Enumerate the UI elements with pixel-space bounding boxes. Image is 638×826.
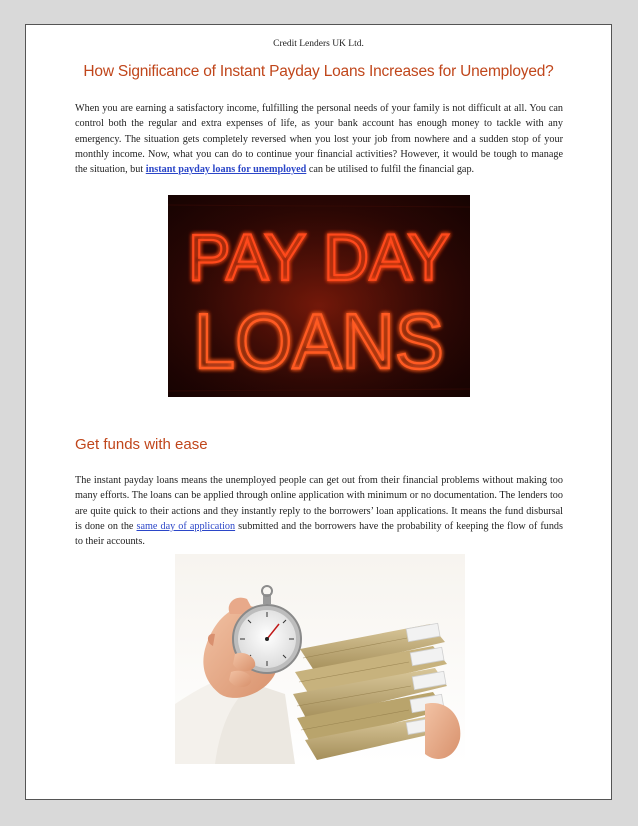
neon-text-payday: PAY DAY — [188, 220, 450, 294]
section-text-start: The instant payday loans means the unemployed people can get out from their financial problems without making too many efforts. The loans can be applied through online application with minimum or no documentation. The lenders too are quite quick to their actions and they instantly reply to the borrowers’ loan applications. It means the fund disbursal is done on the — [75, 475, 563, 532]
section-heading: Get funds with ease — [75, 436, 208, 453]
same-day-application-link[interactable]: same day of application — [136, 520, 236, 532]
money-stack — [293, 623, 447, 760]
document-page — [25, 24, 612, 800]
page-header: Credit Lenders UK Ltd. — [273, 39, 364, 49]
intro-text-start: When you are earning a satisfactory income, fulfilling the personal needs of your family is not difficult at all. You can control both the regular and extra expenses of life, as your bank account has enough money to tackle with any emergency. The situation gets completely reversed when you lost your job from nowhere and a sudden stop of your monthly income. Now, what you can do to continue your financial activities? However, it would be tough to manage the situation, but — [75, 103, 563, 176]
neon-text-loans: LOANS — [194, 297, 444, 385]
stopwatch-money-graphic — [175, 554, 465, 764]
instant-payday-loans-link[interactable]: instant payday loans for unemployed — [145, 164, 307, 176]
section-paragraph — [75, 473, 563, 549]
neon-sign-graphic — [168, 195, 470, 397]
intro-paragraph — [75, 101, 563, 177]
page-title: How Significance of Instant Payday Loans Increases for Unemployed? — [83, 63, 554, 80]
stopwatch-money-image — [175, 554, 465, 764]
section-text-end: submitted and the borrowers have the probability of keeping the flow of funds to their accounts. — [75, 520, 563, 548]
intro-text-end: can be utilised to fulfil the financial gap. — [306, 164, 475, 176]
payday-loans-neon-image — [168, 195, 470, 397]
